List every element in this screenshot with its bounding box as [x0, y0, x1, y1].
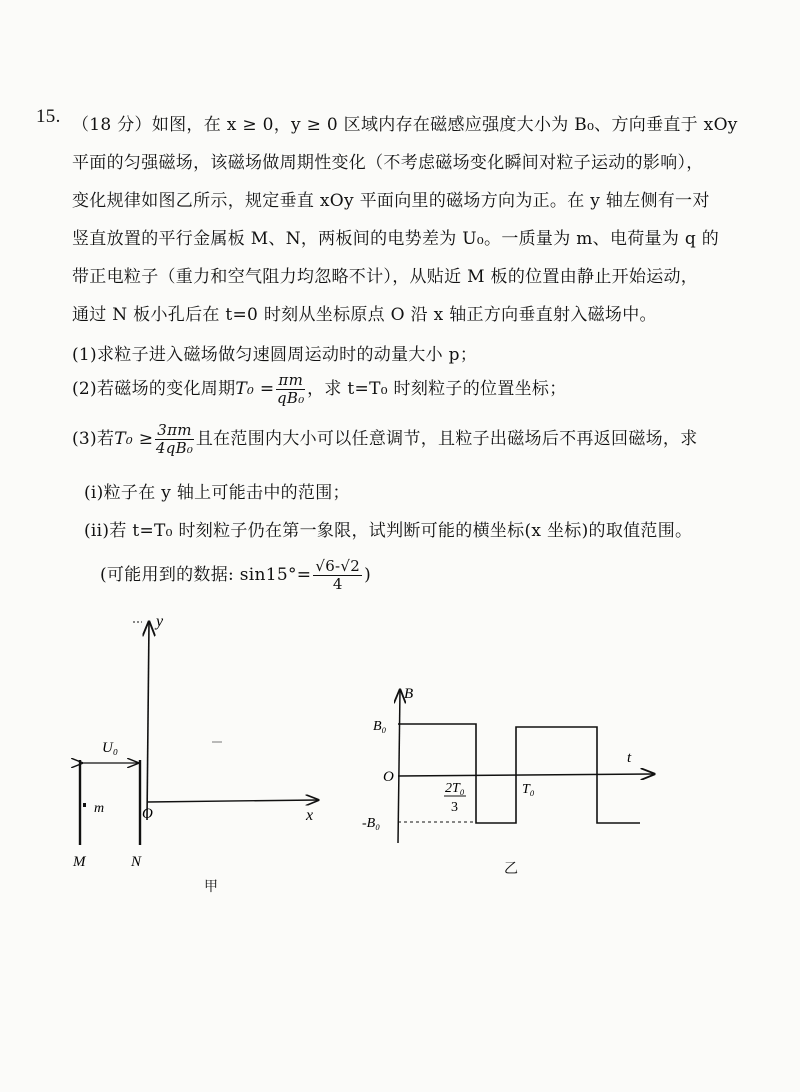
hint-denominator: 4	[332, 575, 343, 593]
stem-line-3: 变化规律如图乙所示，规定垂直 xOy 平面向里的磁场方向为正。在 y 轴左侧有一对	[72, 191, 710, 211]
part-2-period: T₀ =	[235, 379, 275, 399]
question-number: 15.	[36, 106, 61, 127]
part-2-prefix: (2)若磁场的变化周期	[72, 379, 236, 399]
neg-b-label: -B₀	[362, 816, 381, 831]
yi-t-label: t	[627, 750, 632, 766]
tick1-numerator: 2T₀	[445, 781, 465, 796]
stem-line-5: 带正电粒子（重力和空气阻力均忽略不计），从贴近 M 板的位置由静止开始运动，	[72, 267, 699, 287]
b-waveform	[398, 724, 640, 823]
part-3-prefix: (3)若	[72, 429, 115, 449]
tick2-label: T₀	[522, 782, 535, 797]
jia-origin-label: O	[142, 806, 153, 822]
part-3-denominator: 4qB₀	[155, 439, 194, 457]
part-3-i: (i)粒子在 y 轴上可能击中的范围；	[84, 483, 350, 503]
jia-x-axis	[147, 800, 318, 802]
mass-label: m	[94, 801, 105, 816]
hint-suffix: )	[364, 565, 372, 585]
part-3-ii: (ii)若 t=T₀ 时刻粒子仍在第一象限，试判断可能的横坐标(x 坐标)的取值范围。	[84, 521, 693, 541]
figure-yi-caption: 乙	[504, 861, 518, 877]
part-3-numerator: 3πm	[157, 421, 192, 439]
stem-line-2: 平面的匀强磁场，该磁场做周期性变化（不考虑磁场变化瞬间对粒子运动的影响），	[72, 153, 704, 173]
yi-origin-label: O	[383, 769, 394, 785]
stem-line-1: （18 分）如图，在 x ≥ 0，y ≥ 0 区域内存在磁感应强度大小为 B₀、方向垂直于 xOy	[72, 115, 738, 135]
jia-x-label: x	[306, 807, 314, 824]
hint-numerator: √6-√2	[315, 557, 361, 575]
part-3-suffix: 且在范围内大小可以任意调节，且粒子出磁场后不再返回磁场，求	[195, 429, 698, 449]
figure-yi	[362, 686, 654, 843]
yi-b-axis	[398, 690, 400, 843]
part-2-denominator: qB₀	[276, 389, 305, 407]
part-3-period: T₀ ≥	[114, 429, 154, 449]
tick1-denominator: 3	[451, 800, 458, 815]
voltage-label: U₀	[102, 740, 119, 756]
yi-t-axis	[398, 774, 654, 776]
stem-line-6: 通过 N 板小孔后在 t=0 时刻从坐标原点 O 沿 x 轴正方向垂直射入磁场中。	[72, 305, 657, 325]
yi-b-label: B	[404, 686, 414, 702]
part-1: (1)求粒子进入磁场做匀速圆周运动时的动量大小 p；	[72, 345, 478, 365]
pos-b-label: B₀	[373, 719, 387, 734]
particle-dot	[83, 803, 86, 807]
jia-y-label: y	[156, 613, 164, 630]
figure-jia-caption: 甲	[204, 879, 218, 895]
part-2-suffix: ，求 t=T₀ 时刻粒子的位置坐标；	[307, 379, 567, 399]
hint-prefix: (可能用到的数据: sin15°=	[100, 565, 312, 585]
stem-line-4: 竖直放置的平行金属板 M、N，两板间的电势差为 U₀。一质量为 m、电荷量为 q 的	[72, 229, 720, 249]
jia-y-axis	[147, 622, 149, 820]
plate-n-label: N	[131, 854, 142, 870]
plate-m-label: M	[73, 854, 86, 870]
figure-jia	[72, 613, 318, 870]
part-2-numerator: πm	[278, 371, 304, 389]
